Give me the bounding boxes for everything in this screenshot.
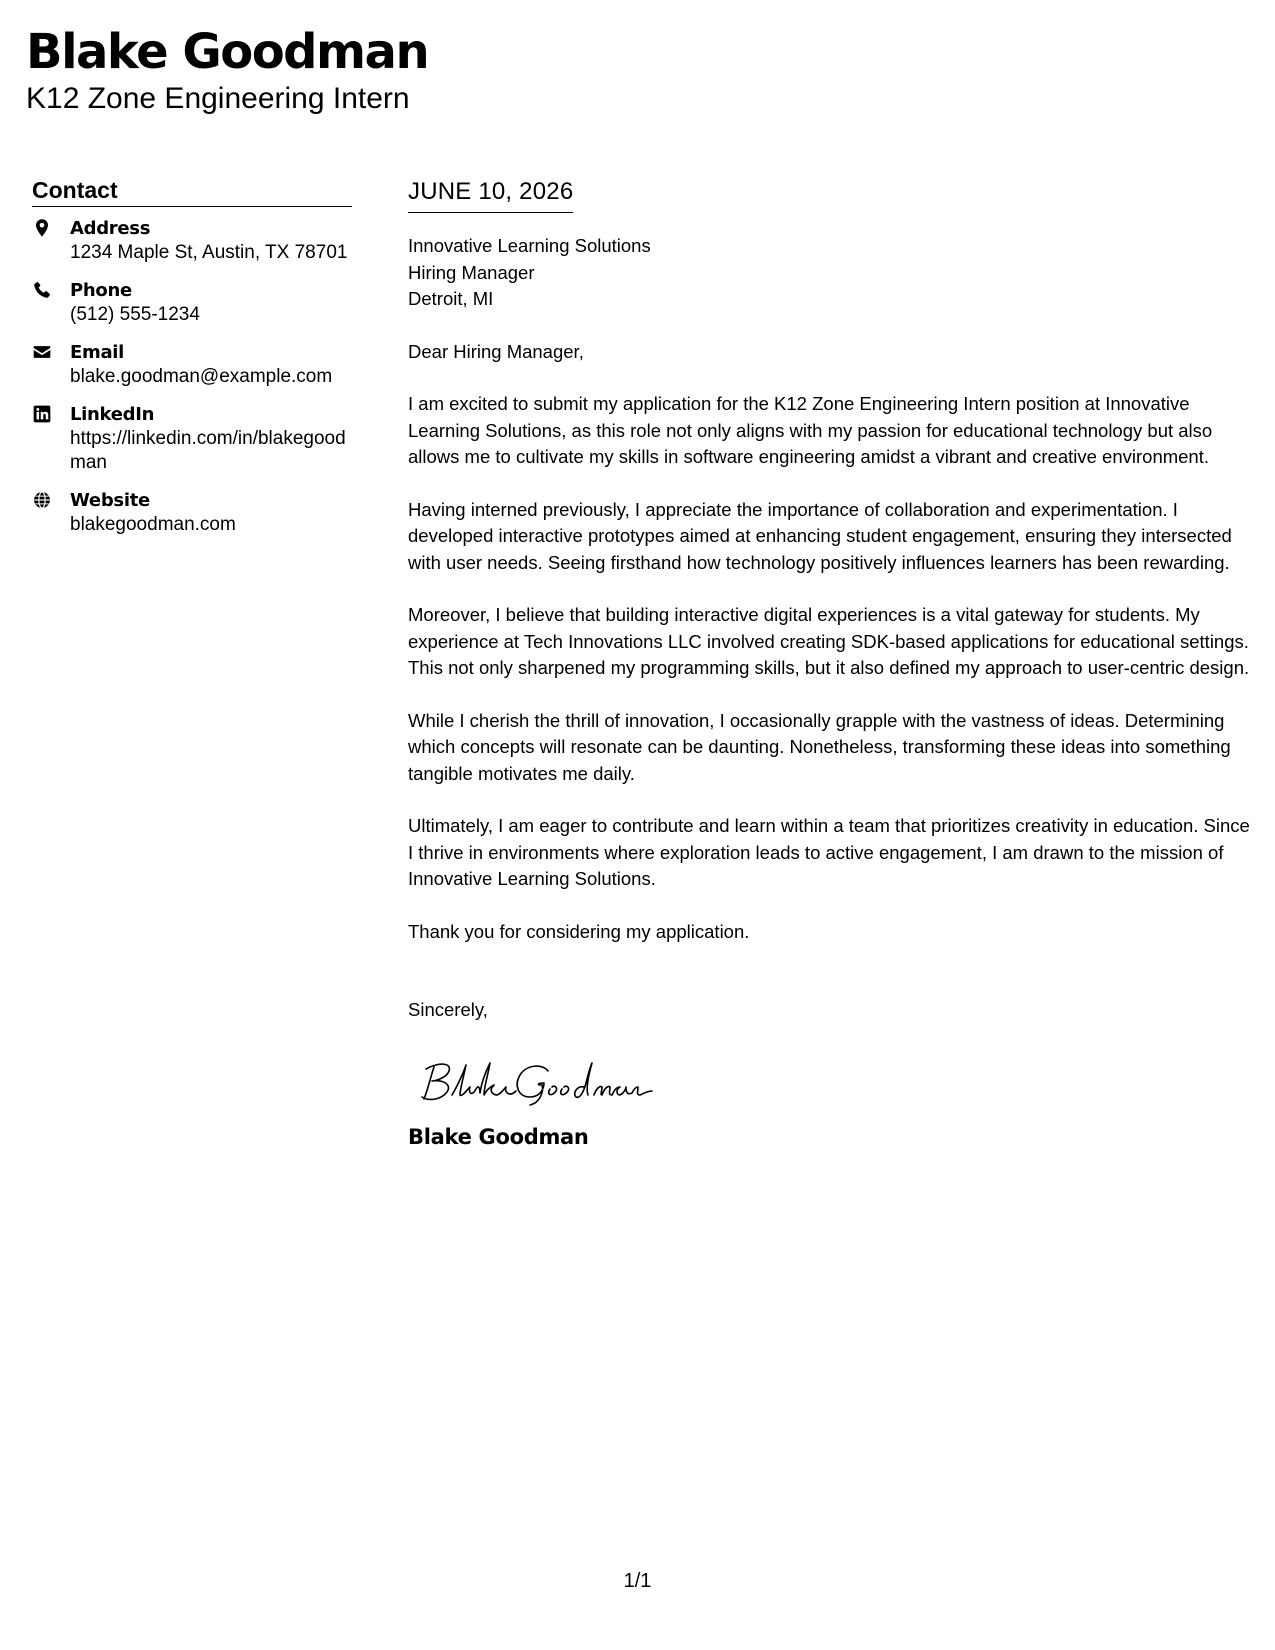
phone-value: (512) 555-1234 [70,304,200,325]
body-paragraph: I am excited to submit my application for the K12 Zone Engineering Intern position at Innovative Learning Solutions, as this role not only aligns with my passion for educational technology but also allows me to cultivate my skills in software engineering amidst a vibrant and creative environment. [408,393,1213,467]
letter-date: JUNE 10, 2026 [408,176,573,213]
contact-heading: Contact [32,176,352,207]
recipient-company: Innovative Learning Solutions [408,235,651,256]
signer-name: Blake Goodman [408,1125,589,1149]
phone-label: Phone [70,280,132,301]
website-value: blakegoodman.com [70,514,236,535]
email-label: Email [70,342,125,363]
contact-phone [32,279,352,327]
contact-email [32,341,352,389]
closing: Sincerely, [408,999,488,1020]
page-number: 1/1 [623,1570,652,1592]
address-value: 1234 Maple St, Austin, TX 78701 [70,242,348,263]
globe-icon [32,490,54,512]
contact-website [32,489,352,537]
website-label: Website [70,490,150,511]
linkedin-icon [32,404,54,426]
address-label: Address [70,218,151,239]
body-paragraph: Ultimately, I am eager to contribute and learn within a team that prioritizes creativity in education. Since I thrive in environments where exploration leads to active engagement, I am drawn to the mission of Innovative Learning Solutions. [408,815,1250,889]
body-paragraph: While I cherish the thrill of innovation, I occasionally grapple with the vastness of ideas. Determining which concepts will resonate can be daunting. Nonetheless, transforming these ideas into something tangible motivates me daily. [408,709,1231,784]
applicant-name: Blake Goodman [26,24,429,80]
signature-image [420,1057,660,1107]
header [26,22,428,116]
envelope-icon [32,342,54,364]
recipient-location: Detroit, MI [408,288,494,309]
recipient-block [408,233,1253,313]
contact-sidebar [32,176,352,551]
letter-body [408,176,1253,1151]
recipient-title: Hiring Manager [408,261,535,283]
linkedin-value: https://linkedin.com/in/blakegoodman [70,428,346,473]
body-paragraph: Moreover, I believe that building interactive digital experiences is a vital gateway for students. My experience at Tech Innovations LLC involved creating SDK-based applications for educational settings. This not only sharpened my programming skills, but it also defined my approach to user-centric design. [408,604,1250,678]
applicant-role: K12 Zone Engineering Intern [26,82,410,115]
body-paragraph: Having interned previously, I appreciate the importance of collaboration and experimentation. I developed interactive prototypes aimed at enhancing student engagement, ensuring they intersected with user needs. Seeing firsthand how technology positively influences learners has been rewarding. [408,498,1232,573]
contact-address [32,217,352,265]
email-value: blake.goodman@example.com [70,366,333,387]
phone-icon [32,280,54,302]
contact-linkedin [32,403,352,475]
thank-you-line: Thank you for considering my application. [408,920,750,942]
salutation: Dear Hiring Manager, [408,340,584,362]
map-pin-icon [32,218,54,240]
linkedin-label: LinkedIn [70,404,155,425]
